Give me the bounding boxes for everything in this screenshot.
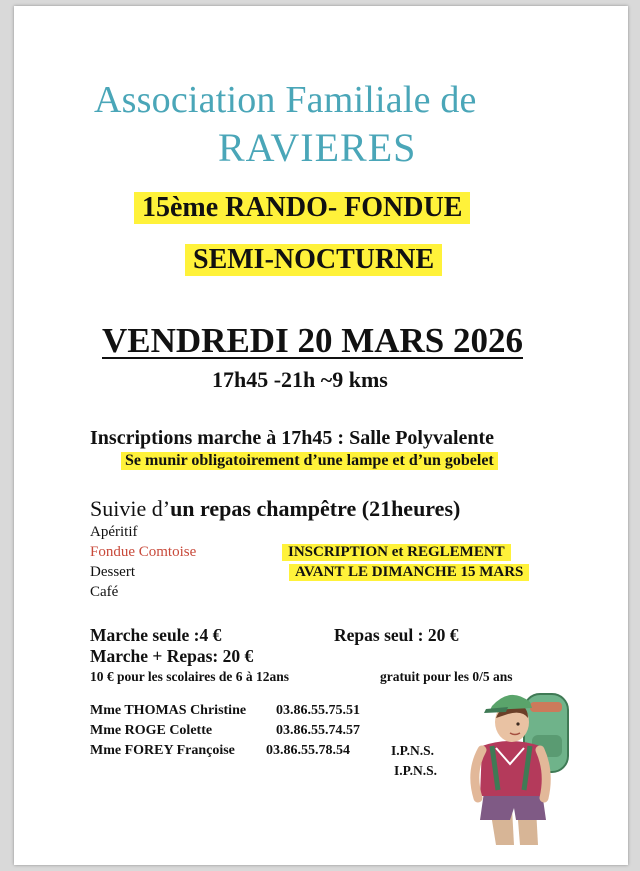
menu-item-cafe: Café xyxy=(90,584,119,600)
price-school: 10 € pour les scolaires de 6 à 12ans xyxy=(90,669,290,684)
meal-intro: Suivie d’ xyxy=(90,496,171,521)
meal-title: un repas champêtre (21heures) xyxy=(170,496,461,521)
event-title-line2: SEMI-NOCTURNE xyxy=(185,244,442,276)
ipns-label: I.P.N.S. xyxy=(394,763,438,778)
contact-phone: 03.86.55.78.54 xyxy=(266,743,350,758)
organization-name-line2: RAVIERES xyxy=(218,125,417,170)
price-free: gratuit pour les 0/5 ans xyxy=(380,669,513,684)
menu-item-dessert: Dessert xyxy=(90,564,135,580)
contact-phone: 03.86.55.75.51 xyxy=(276,703,360,718)
deadline-line1: INSCRIPTION et REGLEMENT xyxy=(282,544,511,561)
event-time-distance: 17h45 -21h ~9 kms xyxy=(212,367,388,392)
price-meal-only: Repas seul : 20 € xyxy=(334,625,459,645)
contact-phone: 03.86.55.74.57 xyxy=(276,723,360,738)
ipns-label: I.P.N.S. xyxy=(391,743,435,758)
event-date: VENDREDI 20 MARS 2026 xyxy=(102,321,523,360)
meal-heading xyxy=(90,496,460,522)
contact-name: Mme THOMAS Christine xyxy=(90,703,247,718)
price-walk-only: Marche seule :4 € xyxy=(90,625,222,645)
price-walk-meal: Marche + Repas: 20 € xyxy=(90,646,254,666)
contact-name: Mme ROGE Colette xyxy=(90,723,213,738)
menu-item-aperitif: Apéritif xyxy=(90,524,138,540)
flyer-page xyxy=(14,6,628,865)
menu-item-fondue: Fondue Comtoise xyxy=(90,544,197,560)
organization-name-line1: Association Familiale de xyxy=(94,79,477,121)
deadline-line2: AVANT LE DIMANCHE 15 MARS xyxy=(289,564,529,581)
contact-name: Mme FOREY Françoise xyxy=(90,743,235,758)
event-title-line1: 15ème RANDO- FONDUE xyxy=(134,192,470,224)
registration-info: Inscriptions marche à 17h45 : Salle Polyvalente xyxy=(90,427,495,449)
hiker-illustration xyxy=(462,680,582,845)
equipment-note: Se munir obligatoirement d’une lampe et d’un gobelet xyxy=(121,452,498,470)
